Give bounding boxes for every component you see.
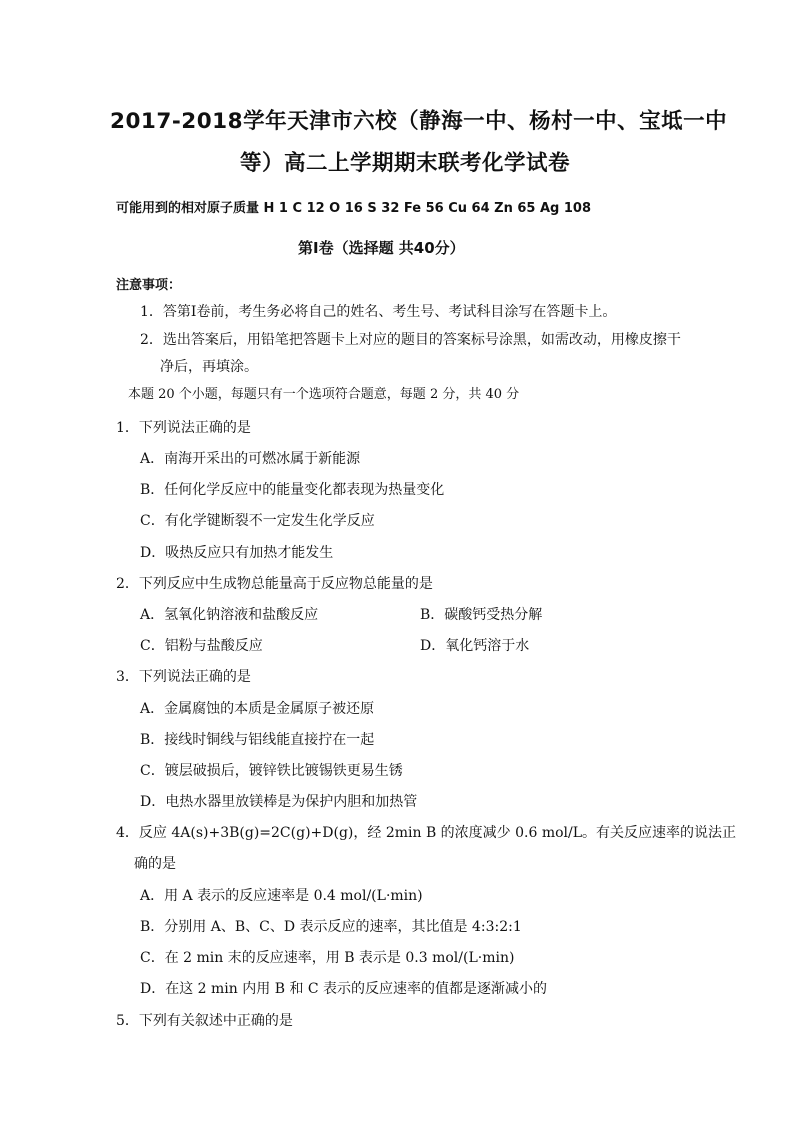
- question-4-option-a: A．用 A 表示的反应速率是 0.4 mol/(L·min): [140, 888, 423, 904]
- question-1-option-a: A．南海开采出的可燃冰属于新能源: [140, 451, 361, 467]
- question-4-option-d: D．在这 2 min 内用 B 和 C 表示的反应速率的值都是逐渐减小的: [140, 981, 548, 997]
- question-3-option-b: B．接线时铜线与铝线能直接拧在一起: [140, 732, 375, 748]
- question-3-option-c: C．镀层破损后，镀锌铁比镀锡铁更易生锈: [140, 763, 403, 779]
- question-2-option-b: B．碳酸钙受热分解: [420, 607, 543, 623]
- question-3-option-d: D．电热水器里放镁棒是为保护内胆和加热管: [140, 794, 418, 810]
- question-1-stem: 1．下列说法正确的是: [116, 420, 251, 436]
- exam-title-line-2: 等）高二上学期期末联考化学试卷: [239, 151, 570, 176]
- question-4-option-b: B．分别用 A、B、C、D 表示反应的速率，其比值是 4:3:2:1: [140, 919, 522, 935]
- section-intro: 本题 20 个小题，每题只有一个选项符合题意，每题 2 分，共 40 分: [128, 387, 520, 402]
- question-1-option-b: B．任何化学反应中的能量变化都表现为热量变化: [140, 482, 445, 498]
- question-1-option-c: C．有化学键断裂不一定发生化学反应: [140, 513, 375, 529]
- notice-item-2-line-2: 净后，再填涂。: [160, 359, 258, 375]
- question-2-stem: 2．下列反应中生成物总能量高于反应物总能量的是: [116, 576, 433, 592]
- question-4-stem-line-1: 4．反应 4A(s)+3B(g)=2C(g)+D(g)，经 2min B 的浓度减少 0.6 mol/L。有关反应速率的说法正: [116, 825, 737, 841]
- notice-item-1: 1．答第Ⅰ卷前，考生务必将自己的姓名、考生号、考试科目涂写在答题卡上。: [140, 304, 617, 320]
- section-heading: 第Ⅰ卷（选择题 共40分）: [298, 239, 465, 257]
- notice-label: 注意事项：: [116, 278, 182, 293]
- question-4-stem-line-2: 确的是: [134, 856, 176, 872]
- atomic-masses: 可能用到的相对原子质量 H 1 C 12 O 16 S 32 Fe 56 Cu 64 Zn 65 Ag 108: [116, 201, 591, 216]
- question-5-stem: 5．下列有关叙述中正确的是: [116, 1013, 293, 1029]
- question-2-option-c: C．铝粉与盐酸反应: [140, 638, 263, 654]
- question-1-option-d: D．吸热反应只有加热才能发生: [140, 545, 334, 561]
- question-3-option-a: A．金属腐蚀的本质是金属原子被还原: [140, 701, 375, 717]
- exam-title-line-1: 2017-2018学年天津市六校（静海一中、杨村一中、宝坻一中: [110, 109, 728, 134]
- question-2-option-d: D．氧化钙溶于水: [420, 638, 530, 654]
- question-3-stem: 3．下列说法正确的是: [116, 669, 251, 685]
- question-2-option-a: A．氢氧化钠溶液和盐酸反应: [140, 607, 319, 623]
- notice-item-2-line-1: 2．选出答案后，用铅笔把答题卡上对应的题目的答案标号涂黑，如需改动，用橡皮擦干: [140, 332, 681, 348]
- question-4-option-c: C．在 2 min 末的反应速率，用 B 表示是 0.3 mol/(L·min): [140, 950, 515, 966]
